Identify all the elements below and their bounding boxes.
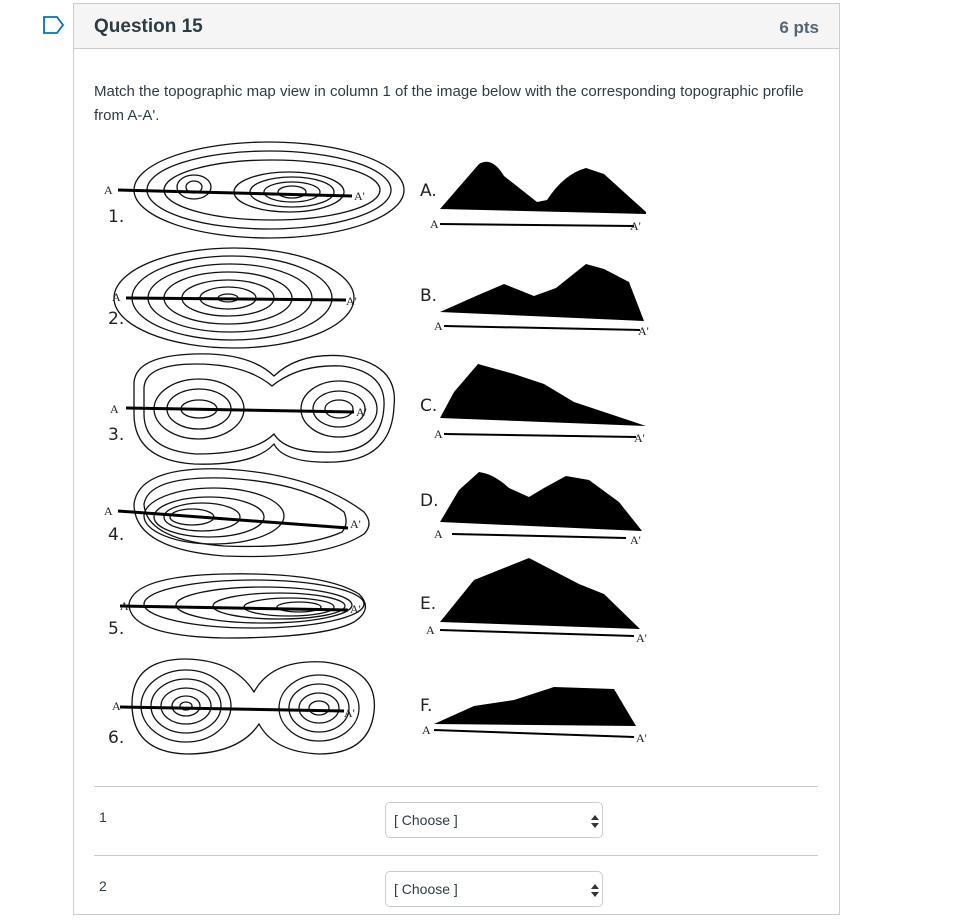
- profile-d-endpoint-a: A: [434, 527, 443, 541]
- profile-f-shape: [434, 687, 636, 726]
- answer-label: 2: [99, 878, 107, 894]
- map-1-endpoint-a: A: [104, 183, 113, 197]
- select-value: [ Choose ]: [394, 881, 458, 897]
- question-card: [73, 3, 840, 915]
- profile-f-endpoint-a-prime: A': [636, 731, 647, 745]
- profile-b-shape: [440, 264, 644, 321]
- answer-list: [94, 786, 818, 924]
- profile-c-label: C.: [420, 396, 438, 416]
- answer-label: 1: [99, 809, 107, 825]
- profile-b-endpoint-a: A: [434, 319, 443, 333]
- flag-question-icon[interactable]: [43, 16, 65, 34]
- answer-row-1: [94, 786, 818, 855]
- profile-c-shape: [440, 364, 646, 426]
- topographic-figure: [74, 4, 839, 784]
- answer-row-2: [94, 855, 818, 924]
- select-value: [ Choose ]: [394, 812, 458, 828]
- question-points: 6 pts: [779, 18, 819, 37]
- answer-select-2[interactable]: [385, 871, 603, 907]
- map-5-endpoint-a-prime: A': [350, 602, 361, 616]
- profile-f-endpoint-a: A: [422, 723, 431, 737]
- map-3-endpoint-a-prime: A': [356, 405, 367, 419]
- profile-a-endpoint-a: A: [430, 217, 439, 231]
- profile-d-shape: [440, 472, 642, 531]
- map-1-endpoint-a-prime: A': [354, 189, 365, 203]
- map-2-endpoint-a: A: [112, 290, 121, 304]
- profile-e-shape: [440, 558, 640, 629]
- profile-d-label: D.: [420, 491, 439, 511]
- map-4-endpoint-a-prime: A': [350, 517, 361, 531]
- map-4-label: 4.: [108, 525, 125, 545]
- map-2-endpoint-a-prime: A': [346, 294, 357, 308]
- map-5-label: 5.: [108, 619, 125, 639]
- profile-e-endpoint-a-prime: A': [636, 631, 647, 645]
- profile-a-shape: [440, 162, 646, 214]
- profile-d-endpoint-a-prime: A': [630, 533, 641, 547]
- sort-arrows-icon: [591, 815, 599, 828]
- profile-c-endpoint-a-prime: A': [634, 431, 645, 445]
- profile-e-endpoint-a: A: [426, 623, 435, 637]
- map-6-endpoint-a-prime: A': [344, 706, 355, 720]
- profile-b-label: B.: [420, 286, 438, 306]
- map-3-label: 3.: [108, 425, 125, 445]
- map-2-label: 2.: [108, 309, 125, 329]
- question-title: Question 15: [94, 16, 203, 37]
- profile-f-label: F.: [420, 696, 433, 716]
- profile-b-endpoint-a-prime: A': [638, 324, 649, 338]
- map-6-label: 6.: [108, 728, 125, 748]
- profile-a-label: A.: [420, 181, 437, 201]
- map-3-endpoint-a: A: [110, 402, 119, 416]
- map-5-endpoint-a: A: [120, 599, 129, 613]
- profile-e-label: E.: [420, 594, 437, 614]
- answer-select-1[interactable]: [385, 802, 603, 838]
- sort-arrows-icon: [591, 884, 599, 897]
- map-1-label: 1.: [108, 207, 125, 227]
- map-4-endpoint-a: A: [104, 504, 113, 518]
- question-prompt: Match the topographic map view in column 1 of the image below with the corresponding topographic profile from A-A'.: [94, 83, 804, 124]
- profile-c-endpoint-a: A: [434, 427, 443, 441]
- map-6-endpoint-a: A: [112, 699, 121, 713]
- profile-a-endpoint-a-prime: A': [630, 219, 641, 233]
- map-4-contours: [134, 469, 369, 557]
